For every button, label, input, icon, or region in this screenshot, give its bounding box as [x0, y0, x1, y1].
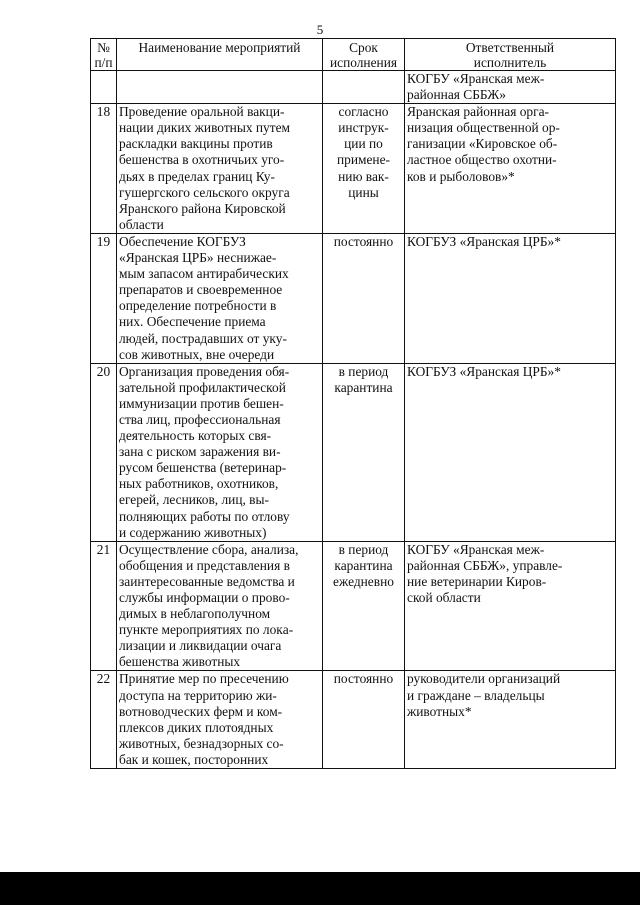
measure-name-line: Осуществление сбора, анализа, [119, 541, 299, 557]
header-num-line: п/п [94, 55, 113, 70]
table-row [91, 363, 616, 541]
measure-name-line: Принятие мер по пресечению [119, 671, 289, 687]
responsible-executor-line: Яранская районная орга- [407, 104, 550, 120]
responsible-executor-line: ской области [407, 590, 481, 605]
table-row [91, 104, 616, 234]
measure-name-line: Яранского района Кировской [119, 200, 286, 216]
measure-name-line: сов животных, вне очереди [119, 346, 275, 362]
measure-name-line: пункте мероприятиях по локa- [119, 622, 294, 638]
responsible-executor-line: ние ветеринарии Киров- [407, 573, 547, 589]
header-term-line: исполнения [329, 55, 398, 70]
measure-name-line: бак и кошек, посторонних [119, 751, 269, 767]
responsible-executor [405, 671, 616, 769]
measure-name-line: препаратов и своевременное [119, 282, 283, 298]
execution-term-line: согласно [338, 104, 389, 120]
measures-table [90, 38, 616, 769]
row-number: 18 [91, 104, 117, 234]
responsible-executor-line: КОГБУ «Яранская меж- [407, 541, 545, 557]
responsible-executor [405, 233, 616, 363]
measure-name-line: русом бешенства (ветеринар- [119, 460, 287, 476]
header-num [91, 39, 117, 71]
table-header-row [91, 39, 616, 71]
header-term [323, 39, 405, 71]
responsible-executor [405, 541, 616, 671]
measure-name [117, 71, 323, 104]
execution-term [323, 104, 405, 234]
measure-name-line: бешенства животных [119, 654, 241, 670]
header-term-line: Срок [349, 40, 378, 55]
responsible-executor-line: и граждане – владельцы [407, 687, 545, 703]
measure-name-line: гушергского сельского округа [119, 184, 290, 200]
table-row [91, 671, 616, 769]
measure-name [117, 104, 323, 234]
responsible-executor-line: низация общественной ор- [407, 120, 560, 136]
execution-term-line: в период [338, 363, 389, 379]
responsible-executor-line: ганизации «Кировское об- [407, 136, 558, 152]
measure-name-line: лизации и ликвидации очага [119, 638, 282, 654]
measure-name [117, 541, 323, 671]
measure-name-line: доступа на территорию жи- [119, 687, 277, 703]
measure-name-line: плексов диких плотоядных [119, 719, 274, 735]
measure-name-line: заинтересованные ведомства и [119, 573, 295, 589]
execution-term-line: инструк- [338, 120, 389, 136]
measure-name [117, 233, 323, 363]
measure-name-line: нации диких животных путем [119, 120, 291, 136]
responsible-executor-line: КОГБУЗ «Яранская ЦРБ»* [407, 363, 561, 379]
measure-name-line: службы информации о прово- [119, 590, 290, 605]
measure-name-line: вотноводческих ферм и ком- [119, 703, 283, 719]
measure-name-line: раскладки вакцины против [119, 136, 273, 152]
measure-name-line: деятельность которых свя- [119, 428, 272, 444]
measure-name-line: бешенства в охотничьих уго- [119, 152, 285, 168]
measure-name-line: области [119, 216, 164, 232]
responsible-executor [405, 363, 616, 541]
measure-name-line: Организация проведения обя- [119, 363, 290, 379]
header-name [117, 39, 323, 71]
execution-term [323, 541, 405, 671]
measure-name-line: определение потребности в [119, 298, 277, 314]
execution-term-line: постоянно [333, 671, 394, 687]
responsible-executor [405, 104, 616, 234]
measure-name-line: ства лиц, профессиональная [119, 411, 281, 427]
responsible-executor-line: КОГБУ «Яранская меж- [407, 71, 545, 86]
responsible-executor-line: КОГБУЗ «Яранская ЦРБ»* [407, 233, 561, 249]
execution-term-line: карантина [334, 557, 393, 573]
measure-name-line: дьях в пределах границ Ку- [119, 168, 275, 184]
execution-term-line: нию вак- [338, 168, 389, 184]
page-number: 5 [316, 22, 324, 37]
measure-name-line: обобщения и представления в [119, 557, 290, 573]
responsible-executor-line: районная СББЖ» [407, 87, 506, 103]
measure-name-line: полняющих работы по отлову [119, 508, 290, 524]
measure-name-line: Обеспечение КОГБУЗ [119, 233, 246, 249]
table-row [91, 541, 616, 671]
measure-name-line: них. Обеспечение приема [119, 314, 266, 330]
execution-term [323, 71, 405, 104]
measure-name-line: иммунизации против бешен- [119, 395, 284, 411]
header-resp-line: исполнитель [473, 55, 547, 70]
measure-name-line: мым запасом антирабических [119, 266, 289, 282]
measure-name-line: зана с риском заражения ви- [119, 444, 281, 460]
measure-name-line: егерей, лесников, лиц, вы- [119, 492, 269, 508]
execution-term [323, 671, 405, 769]
row-number [91, 71, 117, 104]
responsible-executor-line: ластное общество охотни- [407, 152, 557, 168]
responsible-executor-line: животных* [407, 703, 472, 719]
measure-name-line: «Яранская ЦРБ» неснижае- [119, 250, 277, 266]
measure-name-line: зательной профилактической [119, 379, 286, 395]
execution-term-line: карантина [334, 379, 393, 395]
execution-term-line: цины [348, 184, 379, 200]
measure-name-line: димых в неблагополучном [119, 606, 271, 622]
measure-name-line: людей, пострадавших от уку- [119, 330, 287, 346]
responsible-executor-line: районная СББЖ», управле- [407, 557, 563, 573]
execution-term [323, 233, 405, 363]
execution-term-line: примене- [336, 152, 390, 168]
scan-bottom-border [0, 872, 640, 905]
measure-name [117, 671, 323, 769]
measure-name-line: и содержанию животных) [119, 524, 267, 540]
responsible-executor-line: руководители организаций [407, 671, 561, 687]
table-row [91, 233, 616, 363]
execution-term-line: в период [338, 541, 389, 557]
row-number: 19 [91, 233, 117, 363]
execution-term [323, 363, 405, 541]
row-number: 20 [91, 363, 117, 541]
measure-name [117, 363, 323, 541]
measure-name-line: Проведение оральной вакци- [119, 104, 285, 120]
header-name-line: Наименование мероприятий [138, 40, 301, 55]
table-row [91, 71, 616, 104]
responsible-executor-line: ков и рыболовов»* [407, 168, 515, 184]
header-resp-line: Ответственный [465, 40, 555, 55]
row-number: 22 [91, 671, 117, 769]
measure-name-line: животных, безнадзорных со- [119, 735, 284, 751]
execution-term-line: постоянно [333, 233, 394, 249]
header-resp [405, 39, 616, 71]
execution-term-line: ции по [344, 136, 383, 152]
measure-name-line: ных работников, охотников, [119, 476, 279, 492]
row-number: 21 [91, 541, 117, 671]
header-num-line: № [97, 40, 110, 55]
execution-term-line: ежедневно [333, 573, 394, 589]
responsible-executor [405, 71, 616, 104]
